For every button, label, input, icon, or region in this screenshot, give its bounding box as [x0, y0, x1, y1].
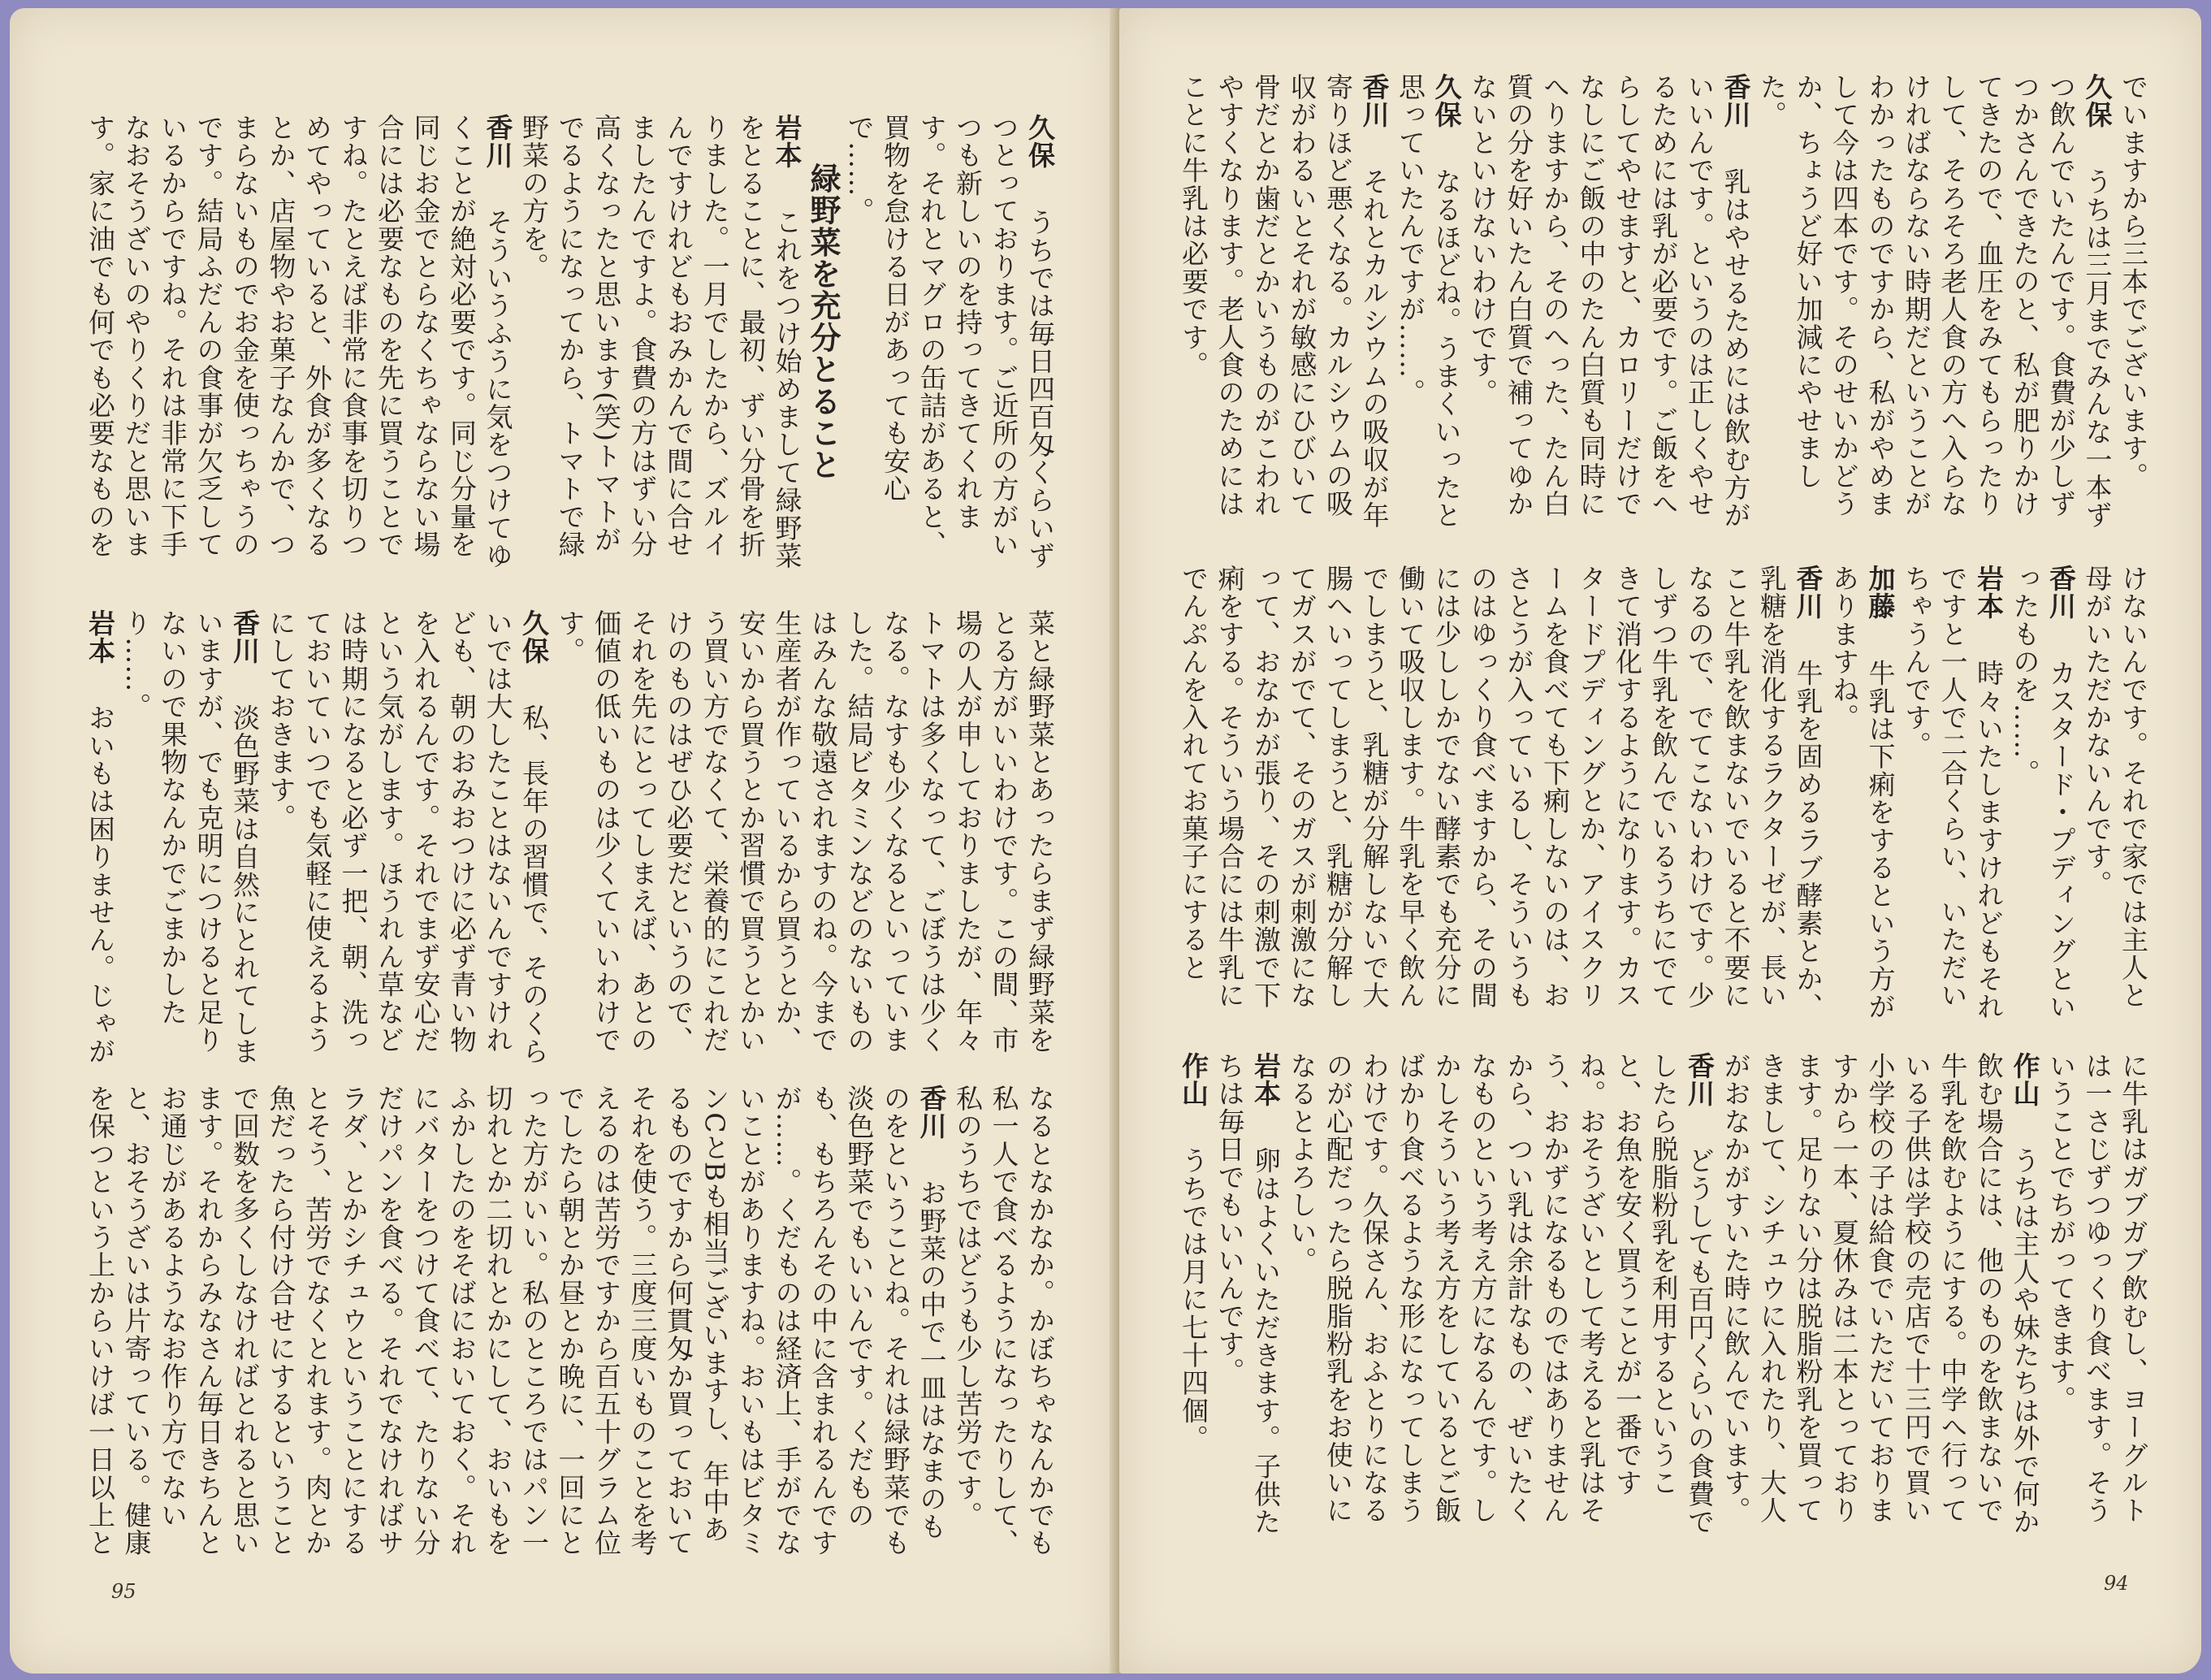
- speaker-name: 岩本: [84, 609, 116, 665]
- speaker-name: 香川: [1684, 1052, 1716, 1108]
- paragraph-text: どうしても百円くらいの食費でしたら脱脂粉乳を利用するということ、お魚を安く買うことが一番ですね。おそうざいとして考えると乳はそう、おかずになるものではありませんから、つい乳は余計なもの、ぜいたくなものという考え方になるんです。しかしそういう考え方をしているとご飯ばかり食べるような形になってしまうわけです。久保さん、おふとりになるのが心配だったら脱脂粉乳をお使いになるとよろしい。: [1286, 1052, 1716, 1536]
- speaker-name: 香川: [2045, 565, 2077, 621]
- speaker-name: 久保: [1024, 114, 1056, 170]
- paragraph-text: そういうふうに気をつけてゆくことが絶対必要です。同じ分量を同じお金でとらなくちゃならない場合には必要なものを先に買うことですね。たとえば非常に食事を切りつめてやっていると、外食が多くなるとか、店屋物やお菓子なんかで、つまらないものでお金を使っちゃうのです。結局ふだんの食事が欠乏しているからですね。それは非常に下手なおそうざいのやりくりだと思います。家に油でも何でも必要なものを: [84, 114, 514, 570]
- text-tier: [1176, 1052, 2151, 1539]
- speaker-name: 作山: [1178, 1052, 1209, 1108]
- paragraph: [1176, 73, 1392, 544]
- text-tier: [1176, 565, 2151, 1028]
- paragraph: [841, 114, 1058, 578]
- text-tier: [83, 609, 1058, 1066]
- paragraph: [83, 1085, 950, 1560]
- speaker-name: 久保: [2081, 73, 2114, 129]
- paragraph: [1176, 1052, 1211, 1539]
- paragraph-text: うちでは月に七十四個。: [1178, 1146, 1209, 1453]
- paragraph-text: お野菜の中で一皿はなまのものをということね。それは緑野菜でも淡色野菜でもいいんです。くだものも、もちろんその中に含まれるんですが……。くだものは経済上、手がでないことがありますね。おいもはビタミンCとBも相当ございますし、年中あるものですから何貫匁か買っておいてそれを使う。三度三度いものことを考えるのは苦労ですから百五十グラム位でしたら朝とか昼とか晩に、一回にとった方がいい。私のところではパン一切れとか二切れとかにして、おいもをふかしたのをそばにおいておく。それにバターをつけて食べて、たりない分だけパンを食べる。それでなければサラダ、とかシチュウということにするとそう、苦労でなくとれます。肉とか魚だったら付け合せにするということで回数を多くしなければとれると思います。それからみなさん毎日きちんとお通じがあるようなお作り方でないと、おそうざいは片寄っている。健康を保つという上からいけば一日以上と: [84, 1085, 948, 1557]
- paragraph: [1176, 565, 1826, 1028]
- text-tier: [83, 1085, 1058, 1560]
- paragraph-text: 卵はよくいただきます。子供たちは毎日でもいいんです。: [1214, 1052, 1282, 1536]
- speaker-name: 久保: [518, 609, 550, 665]
- paragraph: [2115, 73, 2152, 544]
- paragraph: [1826, 565, 1898, 1028]
- paragraph: [2079, 565, 2151, 1028]
- paragraph-text: 牛乳は下痢をするという方がありますね。: [1828, 565, 1897, 1021]
- speaker-name: 加藤: [1864, 565, 1897, 621]
- paragraph-text: うちは三月までみんな一本ずつ飲んでいたんです。食費が少しずつかさんできたのと、私が肥りかけてきたので、血圧をみてもらったりして、そろそろ老人食の方へ入らなければならない時期だということがわかったものですから、私がやめまして今は四本です。そのせいかどうか、ちょうど好い加減にやせました。: [1756, 73, 2114, 530]
- paragraph: [1898, 565, 2007, 1028]
- speaker-name: 久保: [1430, 73, 1463, 129]
- paragraph-text: それとカルシウムの吸収が年寄りほど悪くなる。カルシウムの吸収がわるいとそれが敏感にひびいて骨だとか歯だとかいうものがこわれやすくなります。老人食のためにはことに牛乳は必要です。: [1178, 73, 1391, 530]
- page-94: [1119, 8, 2201, 1674]
- page-number: 95: [111, 1580, 136, 1603]
- speaker-name: 香川: [1720, 73, 1752, 129]
- paragraph-text: 菜と緑野菜とあったらまず緑野菜をとる方がいいわけです。この間、市場の人が申しておりましたが、年々トマトは多くなって、ごぼうは少くなる。なすも少くなるといっていました。結局ビタミンなどのないものはみんな敬遠されますのね。今まで生産者が作っているから買うとか、安いから買うとか習慣で買うとかいう買い方でなくて、栄養的にこれだけのものはぜひ必要だというので、それを先にとってしまえば、あとの価値の低いものは少くていいわけです。: [554, 609, 1056, 1054]
- paragraph-text: 私、長年の習慣で、そのくらいでは大したことはないんですけれども、朝のおみおつけに必ず青い物を入れるんです。それでまず安心だという気がします。ほうれん草などは時期になると必ず一把、朝、洗っておいていつでも気軽に使えるようにしておきます。: [265, 609, 550, 1066]
- paragraph-text: 時々いたしますけれどもそれですと一人で二合くらい、いただいちゃうんです。: [1901, 565, 2005, 1021]
- paragraph: [1717, 1052, 2043, 1539]
- paragraph-text: なるほどね。うまくいったと思っていたんですが……。: [1395, 73, 1463, 530]
- paragraph-text: 乳はやせるためには飲む方がいいんです。というのは正しくやせるためには乳が必要です。ご飯をへらしてやせますと、カロリーだけでなしにご飯の中のたん白質も同時にへりますから、そのへった、たん白質の分を好いたん白質で補ってゆかないといけないわけです。: [1467, 73, 1752, 530]
- paragraph: [1283, 1052, 1717, 1539]
- paragraph: [118, 609, 262, 1066]
- paragraph: [1754, 73, 2115, 544]
- paragraph: [262, 609, 552, 1066]
- paragraph: [83, 114, 516, 578]
- paragraph-text: カスタード・プディングといったものを……。: [2009, 565, 2077, 1021]
- paragraph-text: おいもは困りません。じゃが: [84, 704, 116, 1066]
- speaker-name: 岩本: [1973, 565, 2005, 621]
- speaker-name: 香川: [1358, 73, 1391, 129]
- paragraph-text: これをつけ始めまして緑野菜をとることに、最初、ずい分骨を折りました。一月でしたから、ズルイんですけれどもおみかんで間に合せましたんですよ。食費の方はずい分高くなったと思います(笑)トマトがでるようになってから、トマトで緑野菜の方を。: [518, 114, 803, 570]
- text-tier: [83, 114, 1058, 578]
- paragraph: [950, 1085, 1058, 1560]
- paragraph: [552, 609, 1058, 1066]
- paragraph-text: 牛乳を固めるラブ酵素とか、乳糖を消化するラクターゼが、長いこと牛乳を飲まないでいると不要になるので、でてこないわけです。少しずつ牛乳を飲んでいるうちにでてきて消化するようになります。カスタードプディングとか、アイスクリームを食べても下痢しないのは、おさとうが入っているし、そういうものはゆっくり食べますから、その間には少ししかでない酵素でも充分に働いて吸収します。牛乳を早く飲んでしまうと、乳糖が分解しないで大腸へいってしまうと、乳糖が分解してガスがでて、そのガスが刺激になって、おなかが張り、その刺激で下痢をする。そういう場合には牛乳にでんぷんを入れてお菓子にすると: [1178, 565, 1824, 1021]
- text-tier: [1176, 73, 2151, 544]
- speaker-name: 岩本: [771, 114, 803, 170]
- paragraph-text: 淡色野菜は自然にとれてしまいますが、でも克明につけると足りないので果物なんかでごまかしたり……。: [120, 609, 261, 1066]
- paragraph-text: うちは主人や妹たちは外で何か飲む場合には、他のものを飲まないで牛乳を飲むようにする。中学へ行っている子供は学校の売店で十三円で買い小学校の子は給食でいただいておりますから一本、夏休みは二本とっております。足りない分は脱脂粉乳を買ってきまして、シチュウに入れたり、大人がおなかがすいた時に飲んでいます。: [1720, 1052, 2041, 1536]
- paragraph: [516, 114, 805, 578]
- page-number: 94: [2104, 1572, 2129, 1595]
- paragraph-text: けないんです。それで家では主人と母がいただかないんです。: [2081, 565, 2149, 1010]
- paragraph-text: なるとなかなか。かぼちゃなんかでも私一人で食べるようになったりして、私のうちではどうも少し苦労です。: [952, 1085, 1056, 1557]
- page-95: [10, 8, 1116, 1674]
- paragraph: [1392, 73, 1465, 544]
- paragraph-text: うちでは毎日四百匁くらいずつとっております。ご近所の方がいつも新しいのを持ってきてくれます。それとマグロの缶詰があると、買物を怠ける日があっても安心で……。: [843, 114, 1056, 570]
- paragraph-text: に牛乳はガブガブ飲むし、ヨーグルトは一さじずつゆっくり食べます。そういうことでちがってきます。: [2045, 1052, 2149, 1525]
- speaker-name: 作山: [2009, 1052, 2041, 1108]
- speaker-name: 岩本: [1250, 1052, 1282, 1108]
- paragraph: [2043, 1052, 2152, 1539]
- paragraph: [83, 609, 118, 1066]
- section-heading: 緑野菜を充分とること: [805, 162, 841, 481]
- paragraph-text: でいますから三本でございます。: [2118, 73, 2149, 490]
- speaker-name: 香川: [229, 609, 261, 665]
- paragraph: [1465, 73, 1754, 544]
- speaker-name: 香川: [482, 114, 514, 170]
- paragraph: [1211, 1052, 1283, 1539]
- paragraph: [2006, 565, 2079, 1028]
- speaker-name: 香川: [915, 1085, 948, 1141]
- speaker-name: 香川: [1792, 565, 1824, 621]
